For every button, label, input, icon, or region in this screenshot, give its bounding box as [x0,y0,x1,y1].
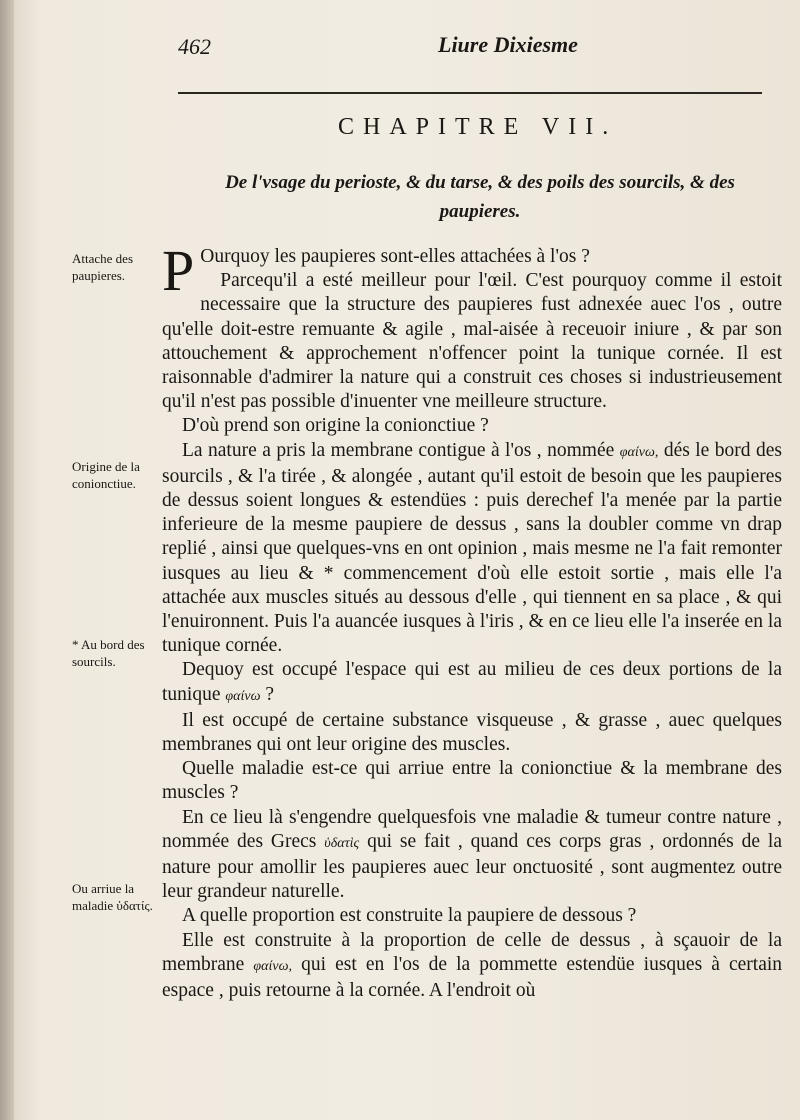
margin-note: * Au bord des sourcils. [72,637,145,669]
paragraph: Il est occupé de certaine substance visqueuse , & grasse , auec quelques membranes qui ont leur origine des muscles. [162,709,782,756]
question: A quelle proportion est construite la paupiere de dessous ? [182,905,637,927]
text-run: qui se fait , quand ces corps gras , ordonnés de la nature pour amollir les paupieres auec leur onctuosité , sont augmentez outre leur grandeur naturelle. [162,830,782,903]
question: Quelle maladie est-ce qui arriue entre la conionctiue & la membrane des muscles ? [162,758,782,804]
running-title: Liure Dixiesme [438,32,578,57]
paragraph: Parcequ'il a esté meilleur pour l'œil. C'est pourquoy comme il estoit necessaire que la structure des paupieres fust adnexée auec l'os , outre qu'elle doit-estre remuante & agile , mal-aisée à receuoir iniure , & par son attouchement & approchement n'offencer point la tunique cornée. Il est raisonnable d'admirer la nature qui a construit ces choses si industrieusement qu'il n'est pas possible d'inuenter vne meilleure structure. [162,270,782,413]
margin-note: Ou arriue la maladie ὑδατίς. [72,881,153,913]
greek-word: φαίνω, [619,444,659,460]
greek-word: φαίνω [225,688,261,704]
text-run: dés le bord des sourcils , & l'a tirée , & alongée , autant qu'il estoit de besoin que les paupieres de dessus soient longues & estendües : puis derechef l'a menée par la partie inferieure de la mesme paupiere de dessus , sans la doubler comme vn drap replié , ainsi que quelques-vns en ont opinion , mais mesme ne l'a fait remonter iusques au lieu & * commencement d'où elle estoit sortie , mais elle l'a attachée aux muscles situés au dessous d'elle , qui tiennent en sa place , & qui l'enuironnent. Puis l'a auancée iusques à l'iris , & en ce lieu elle l'a inserée en la tunique cornée. [162,439,783,657]
question: Ourquoy les paupieres sont-elles attachées à l'os ? [200,246,590,267]
margin-note: Attache des paupieres. [72,251,134,283]
paragraph [162,806,782,905]
chapter-title: CHAPITRE VII. [338,114,618,140]
header-rule [178,92,762,94]
page-number: 462 [178,34,211,59]
text-run: Elle est construite à la proportion de celle de dessus , à sçauoir de la membrane [162,929,782,975]
page-spine-shadow [0,0,14,1120]
greek-word: ὑδατὶς [324,835,360,851]
text-run: En ce lieu là s'engendre quelquesfois vne maladie & tumeur contre nature , nommée des Grecs [162,806,782,852]
chapter-subtitle: De l'vsage du perioste, & du tarse, & des poils des sourcils, & des paupieres. [225,172,735,222]
text-run: qui est en l'os de la pommette estendüe iusques à certain espace , puis retourne à la cornée. A l'endroit où [162,953,783,1002]
text-run: ? [265,683,274,705]
question: D'où prend son origine la conionctiue ? [182,415,489,437]
paragraph [162,929,782,1004]
margin-note: Origine de la conionctiue. [72,459,140,491]
paragraph [162,238,782,303]
drop-cap: P [162,238,195,303]
greek-word: φαίνω, [253,958,292,974]
paragraph [162,439,782,659]
text-run: Dequoy est occupé l'espace qui est au milieu de ces deux portions de la tunique [162,659,782,705]
text-run: La nature a pris la membrane contigue à l'os , nommée [182,439,615,461]
body-text [162,238,783,1003]
question [162,658,782,708]
